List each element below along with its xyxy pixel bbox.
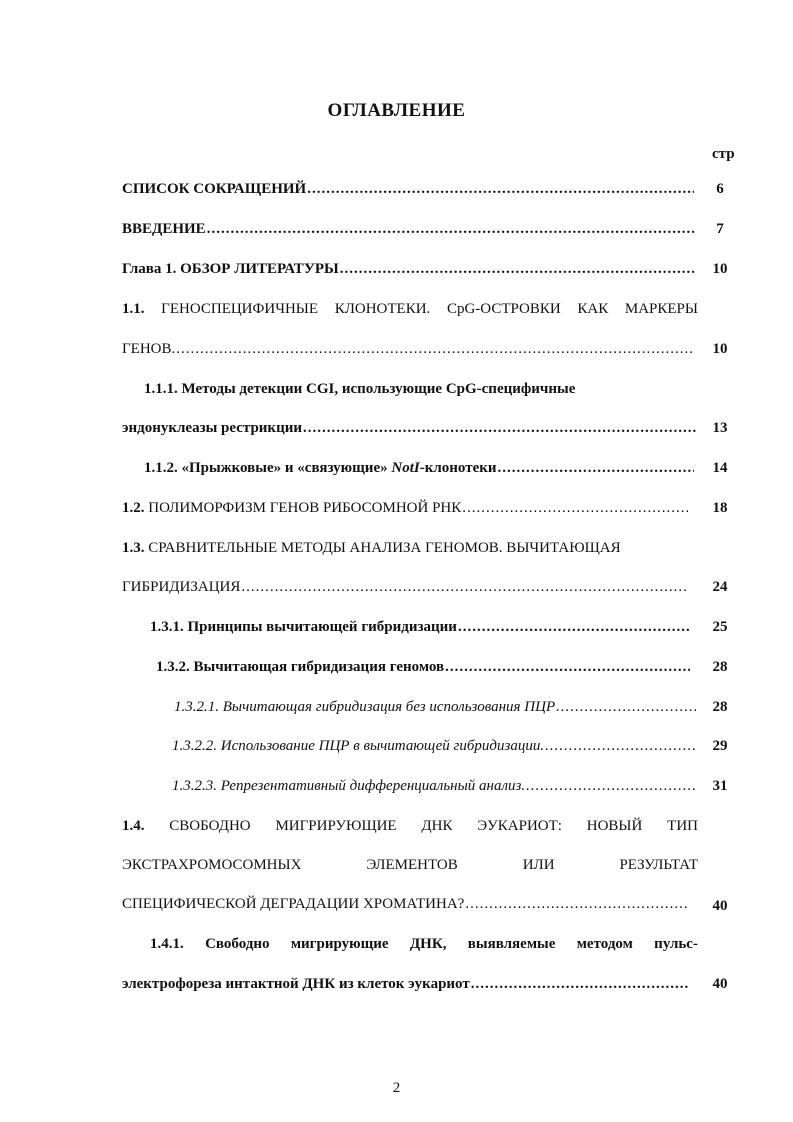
toc-page-number: 40 [712, 976, 728, 992]
word: РЕЗУЛЬТАТ [619, 857, 698, 873]
toc-page-number: 29 [712, 738, 728, 754]
dot-leader [240, 576, 688, 598]
word: ДНК [421, 818, 453, 834]
word: методом [576, 936, 633, 952]
toc-entry-label: Глава 1. ОБЗОР ЛИТЕРАТУРЫ [122, 261, 339, 277]
toc-title: ОГЛАВЛЕНИЕ [327, 100, 466, 121]
toc-entry-1-3-2-1 [174, 696, 696, 718]
label-part: 1.1.2. «Прыжковые» и «связующие» [144, 460, 392, 476]
toc-entry-label: электрофореза интактной ДНК из клеток эукариот [122, 976, 470, 992]
toc-entry-label: эндонуклеазы рестрикции [122, 420, 303, 436]
dot-leader [555, 696, 696, 718]
toc-entry-chapter-1 [122, 258, 694, 280]
toc-entry-1-3-line1 [122, 537, 692, 559]
toc-page-number: 28 [712, 699, 728, 715]
word: КЛОНОТЕКИ. [334, 301, 431, 317]
toc-entry-label: 1.3.1. Принципы вычитающей гибридизации [150, 619, 457, 635]
word: КАК [577, 301, 609, 317]
toc-entry-label [122, 537, 621, 559]
section-number: 1.2. [122, 500, 145, 516]
toc-entry-1-2 [122, 497, 688, 519]
word: ТИП [667, 818, 698, 834]
toc-page-number: 6 [716, 181, 724, 197]
toc-entry-1-1-1-line2 [122, 417, 696, 439]
label-part: ПОЛИМОРФИЗМ ГЕНОВ РИБОСОМНОЙ РНК [144, 500, 462, 516]
toc-entry-1-1-line1 [122, 298, 698, 320]
toc-entry-1-3-2-3 [172, 775, 696, 797]
toc-entry-label: СПИСОК СОКРАЩЕНИЙ [122, 181, 307, 197]
toc-page-number: 7 [716, 221, 724, 237]
toc-entry-introduction [122, 218, 694, 240]
toc-entry-label: 1.3.2.3. Репрезентативный дифференциальный анализ. [172, 778, 526, 794]
word: ЭЛЕМЕНТОВ [366, 857, 458, 873]
word: ДНК, [409, 936, 447, 952]
toc-entry-label: ГИБРИДИЗАЦИЯ [122, 579, 241, 595]
toc-entry-1-4-1-line2 [122, 973, 690, 995]
word: Свободно [205, 936, 270, 952]
toc-page-number: 28 [712, 659, 728, 675]
dot-leader [544, 735, 696, 757]
toc-entry-1-1-2 [144, 457, 694, 479]
dot-leader [457, 616, 690, 638]
label-part: СРАВНИТЕЛЬНЫЕ МЕТОДЫ АНАЛИЗА ГЕНОМОВ. ВЫЧИТАЮЩАЯ [144, 540, 621, 556]
word: ЭУКАРИОТ: [477, 818, 562, 834]
toc-entry-label [144, 457, 497, 479]
section-number: 1.4.1. [150, 936, 184, 952]
dot-leader [525, 775, 696, 797]
toc-entry-label: 1.3.2.2. Использование ПЦР в вычитающей гибридизации. [172, 738, 545, 754]
section-number: 1.4. [122, 818, 145, 834]
toc-entry-label: 1.3.2. Вычитающая гибридизация геномов [156, 659, 445, 675]
dot-leader [206, 218, 694, 240]
dot-leader [464, 893, 688, 915]
toc-page-number: 10 [712, 341, 728, 357]
toc-page-number: 10 [712, 261, 728, 277]
toc-page-number: 13 [712, 420, 728, 436]
dot-leader [497, 457, 694, 479]
toc-entry-label [122, 497, 461, 519]
word: ЭКСТРАХРОМОСОМНЫХ [122, 857, 302, 873]
section-number: 1.3. [122, 540, 145, 556]
dot-leader [302, 417, 696, 439]
toc-page-number: 18 [712, 500, 728, 516]
page-column-header: стр [712, 146, 735, 162]
toc-entry-label: ГЕНОВ. [122, 341, 176, 357]
dot-leader [444, 656, 690, 678]
label-italic-part: NotI [391, 460, 420, 476]
toc-entry-label: 1.1.1. Методы детекции CGI, использующие CpG-специфичные [144, 381, 576, 397]
word: НОВЫЙ [586, 818, 643, 834]
toc-entry-1-3-2-2 [172, 735, 696, 757]
word: выявляемые [467, 936, 556, 952]
dot-leader [306, 178, 694, 200]
toc-entry-1-4-1-line1 [150, 933, 698, 955]
toc-entry-1-4-line3 [122, 893, 688, 915]
page-number-footer: 2 [392, 1080, 401, 1096]
label-part: -клонотеки [419, 460, 497, 476]
word: МАРКЕРЫ [624, 301, 698, 317]
dot-leader [339, 258, 694, 280]
toc-page-number: 40 [712, 898, 728, 914]
word: ИЛИ [522, 857, 555, 873]
toc-entry-1-3-2 [156, 656, 690, 678]
word: CpG-ОСТРОВКИ [446, 301, 561, 317]
word: МИГРИРУЮЩИЕ [275, 818, 397, 834]
toc-entry-1-1-1-line1 [144, 378, 704, 400]
toc-entry-abbreviations [122, 178, 694, 200]
word: пульс- [654, 936, 698, 952]
word: мигрирующие [290, 936, 389, 952]
toc-entry-1-3-line2 [122, 576, 688, 598]
section-number: 1.1. [122, 301, 145, 317]
dot-leader [470, 973, 690, 995]
toc-entry-1-3-1 [150, 616, 690, 638]
toc-entry-1-4-line1 [122, 815, 698, 837]
toc-page-number: 31 [712, 778, 728, 794]
toc-entry-label: ВВЕДЕНИЕ [122, 221, 206, 237]
toc-entry-1-1-line2 [122, 338, 694, 360]
dot-leader [461, 497, 688, 519]
word: ГЕНОСПЕЦИФИЧНЫЕ [161, 301, 319, 317]
toc-page-number: 24 [712, 579, 728, 595]
word: СВОБОДНО [169, 818, 251, 834]
toc-entry-label: 1.3.2.1. Вычитающая гибридизация без использования ПЦР [174, 699, 556, 715]
dot-leader [175, 338, 694, 360]
toc-entry-1-4-line2 [122, 854, 698, 876]
toc-page-number: 25 [712, 619, 728, 635]
toc-page-number: 14 [712, 460, 728, 476]
toc-entry-label: СПЕЦИФИЧЕСКОЙ ДЕГРАДАЦИИ ХРОМАТИНА? [122, 896, 465, 912]
